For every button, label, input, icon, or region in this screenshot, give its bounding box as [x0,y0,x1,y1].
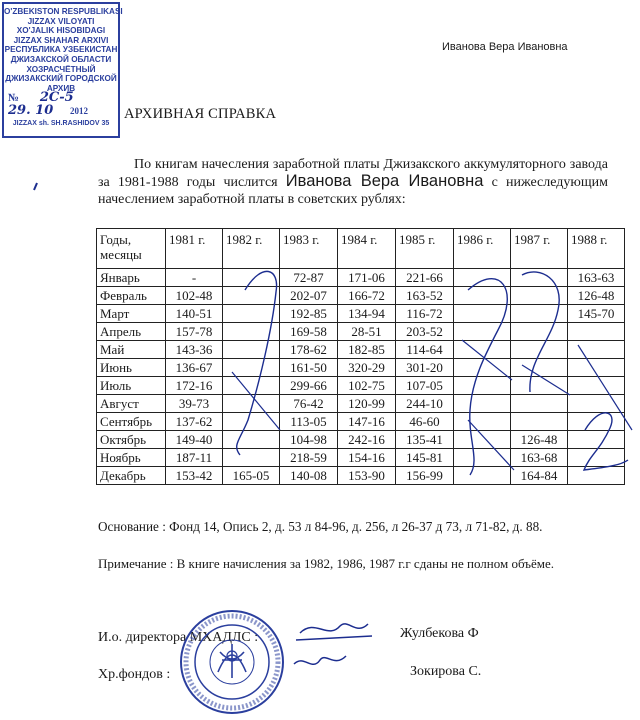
salary-cell: 134-94 [338,305,396,323]
salary-cell: 221-66 [396,269,454,287]
salary-cell [223,413,280,431]
salary-cell [454,359,511,377]
salary-cell [454,377,511,395]
salary-cell: 136-67 [166,359,223,377]
month-cell: Ноябрь [97,449,166,467]
salary-cell: 244-10 [396,395,454,413]
salary-cell [511,413,568,431]
salary-cell: 145-81 [396,449,454,467]
salary-cell: 163-52 [396,287,454,305]
salary-cell: 135-41 [396,431,454,449]
salary-cell: 28-51 [338,323,396,341]
salary-cell: 114-64 [396,341,454,359]
salary-cell: 126-48 [511,431,568,449]
stamp-year-value: 2012 [69,105,88,116]
salary-cell: - [166,269,223,287]
document-title: АРХИВНАЯ СПРАВКА [124,106,277,122]
month-cell: Июль [97,377,166,395]
salary-cell: 163-68 [511,449,568,467]
salary-cell: 157-78 [166,323,223,341]
salary-cell [568,377,625,395]
salary-cell: 242-16 [338,431,396,449]
salary-cell [511,287,568,305]
table-row [97,359,625,377]
salary-cell [568,449,625,467]
salary-cell: 39-73 [166,395,223,413]
salary-cell: 140-51 [166,305,223,323]
salary-cell [223,287,280,305]
salary-cell: 107-05 [396,377,454,395]
salary-cell: 76-42 [280,395,338,413]
salary-cell [223,395,280,413]
director-name: Жулбекова Ф [400,626,479,641]
month-cell: Июнь [97,359,166,377]
salary-cell [223,341,280,359]
salary-cell: 149-40 [166,431,223,449]
salary-cell: 113-05 [280,413,338,431]
salary-cell [454,413,511,431]
table-row [97,431,625,449]
table-row [97,287,625,305]
salary-cell: 104-98 [280,431,338,449]
salary-cell: 187-11 [166,449,223,467]
stamp-line: O'ZBEKISTON RESPUBLIKASI [4,7,123,16]
salary-cell [511,305,568,323]
year-header: 1988 г. [568,229,625,269]
stamp-date-value: 29. 10 [8,102,54,118]
salary-cell: 169-58 [280,323,338,341]
year-header: 1983 г. [280,229,338,269]
keeper-label: Хр.фондов : [98,667,171,682]
stamp-line: АРХИВ [46,83,76,93]
salary-cell [568,359,625,377]
stamp-number-label: № [8,92,20,105]
archive-stamp [2,2,123,138]
year-header: 1984 г. [338,229,396,269]
salary-cell: 126-48 [568,287,625,305]
salary-cell: 137-62 [166,413,223,431]
table-row [97,269,625,287]
stamp-line: JIZZAX SHAHAR ARXIVI [13,35,109,45]
intro-text-part2: с нижеследующим начеслением заработной платы в советских рублях: [98,175,608,207]
table-row [97,449,625,467]
table-row [97,305,625,323]
stamp-line: ДЖИЗАКСКОЙ ОБЛАСТИ [10,54,112,64]
table-row [97,341,625,359]
month-cell: Октябрь [97,431,166,449]
stamp-number-value: 2С-5 [39,90,74,106]
year-header: 1985 г. [396,229,454,269]
intro-paragraph [98,156,608,208]
salary-cell: 163-63 [568,269,625,287]
salary-cell: 299-66 [280,377,338,395]
salary-table [96,228,625,485]
intro-text-part1: По книгам начесления заработной платы Джизакского аккумуляторного завода за 1981-1988 годы числится [98,157,608,190]
salary-cell [511,359,568,377]
salary-cell: 102-48 [166,287,223,305]
salary-cell: 161-50 [280,359,338,377]
salary-cell: 165-05 [223,467,280,485]
salary-cell [568,395,625,413]
month-cell: Февраль [97,287,166,305]
salary-cell: 153-90 [338,467,396,485]
stamp-line: РЕСПУБЛИКА УЗБЕКИСТАН [4,45,118,55]
stamp-line: ДЖИЗАКСКИЙ ГОРОДСКОЙ [5,74,117,84]
basis-line: Основание : Фонд 14, Опись 2, д. 53 л 84-96, д. 256, л 26-37 д 73, л 71-82, д. 88. [98,519,543,534]
table-row [97,467,625,485]
salary-cell: 178-62 [280,341,338,359]
salary-cell: 153-42 [166,467,223,485]
salary-cell: 202-07 [280,287,338,305]
salary-cell: 172-16 [166,377,223,395]
salary-cell: 72-87 [280,269,338,287]
stamp-date-row [4,102,118,118]
salary-cell: 102-75 [338,377,396,395]
salary-cell: 140-08 [280,467,338,485]
year-header: 1981 г. [166,229,223,269]
salary-cell [454,341,511,359]
director-label: И.о. директора МХАДЛС : [98,630,259,645]
salary-cell: 182-85 [338,341,396,359]
salary-cell [511,341,568,359]
table-row [97,377,625,395]
salary-cell [568,413,625,431]
month-cell: Май [97,341,166,359]
month-cell: Декабрь [97,467,166,485]
salary-cell [223,377,280,395]
salary-cell: 156-99 [396,467,454,485]
salary-cell [223,323,280,341]
stamp-line: XO'JALIK HISOBIDAGI [16,26,106,36]
salary-cell [454,449,511,467]
salary-cell [454,305,511,323]
salary-cell: 143-36 [166,341,223,359]
salary-cell [223,305,280,323]
salary-cell [223,431,280,449]
salary-cell: 203-52 [396,323,454,341]
stamp-line: JIZZAX VILOYATI [27,16,95,26]
salary-cell: 320-29 [338,359,396,377]
salary-cell: 116-72 [396,305,454,323]
salary-cell: 145-70 [568,305,625,323]
salary-cell: 154-16 [338,449,396,467]
corner-header: Годы, месяцы [97,229,166,269]
keeper-name: Зокирова С. [410,664,482,679]
salary-cell [454,269,511,287]
table-header-row [97,229,625,269]
month-cell: Январь [97,269,166,287]
round-seal [178,608,286,716]
salary-cell [568,467,625,485]
salary-cell: 46-60 [396,413,454,431]
salary-cell: 147-16 [338,413,396,431]
salary-cell: 192-85 [280,305,338,323]
month-cell: Апрель [97,323,166,341]
salary-cell [454,467,511,485]
table-row [97,413,625,431]
table-row [97,323,625,341]
recipient-name: Иванова Вера Ивановна [442,41,568,53]
salary-cell: 164-84 [511,467,568,485]
salary-cell: 218-59 [280,449,338,467]
stamp-line: ХОЗРАСЧЁТНЫЙ [26,64,96,74]
stamp-address: JIZZAX sh. SH.RASHIDOV 35 [12,119,110,127]
month-cell: Март [97,305,166,323]
salary-cell: 166-72 [338,287,396,305]
salary-cell: 301-20 [396,359,454,377]
year-header: 1987 г. [511,229,568,269]
salary-cell [454,323,511,341]
employee-name: Иванова Вера Ивановна [285,172,484,190]
salary-cell [454,431,511,449]
salary-cell [511,395,568,413]
salary-cell [568,431,625,449]
salary-cell [454,395,511,413]
note-line: Примечание : В книге начисления за 1982, 1986, 1987 г.г сданы не полном объёме. [98,556,554,571]
salary-cell [568,323,625,341]
table-row [97,395,625,413]
salary-cell [511,269,568,287]
month-cell: Август [97,395,166,413]
month-cell: Сентябрь [97,413,166,431]
salary-cell [511,323,568,341]
salary-cell [223,359,280,377]
salary-cell [511,377,568,395]
year-header: 1986 г. [454,229,511,269]
salary-cell: 171-06 [338,269,396,287]
salary-cell [568,341,625,359]
year-header: 1982 г. [223,229,280,269]
salary-cell [223,269,280,287]
salary-cell [454,287,511,305]
salary-cell [223,449,280,467]
salary-cell: 120-99 [338,395,396,413]
